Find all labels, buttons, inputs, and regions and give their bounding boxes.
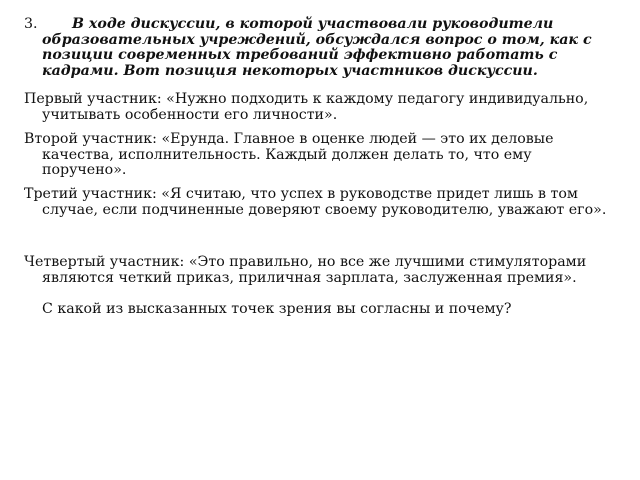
task-question xyxy=(24,17,614,79)
task-number: 3. xyxy=(24,16,38,32)
task-text: В ходе дискуссии, в которой участвовали руководители образовательных учреждений, обсуждался вопрос о том, как с позиции современных требований эффективно работать с кадрами. Вот позиция некоторых участников дискуссии. xyxy=(42,16,592,79)
participant-4-statement: Четвертый участник: «Это правильно, но все же лучшими стимуляторами являются четкий приказ, приличная зарплата, заслуженная премия». xyxy=(24,254,587,286)
participant-3-statement: Третий участник: «Я считаю, что успех в руководстве придет лишь в том случае, если подчиненные доверяют своему руководителю, уважают его». xyxy=(24,186,607,218)
participant-1-statement: Первый участник: «Нужно подходить к каждому педагогу индивидуально, учитывать особенности его личности». xyxy=(24,91,589,123)
participant-2-statement: Второй участник: «Ерунда. Главное в оценке людей — это их деловые качества, исполнительность. Каждый должен делать то, что ему поручено». xyxy=(24,131,554,179)
closing-question: С какой из высказанных точек зрения вы согласны и почему? xyxy=(42,301,512,317)
